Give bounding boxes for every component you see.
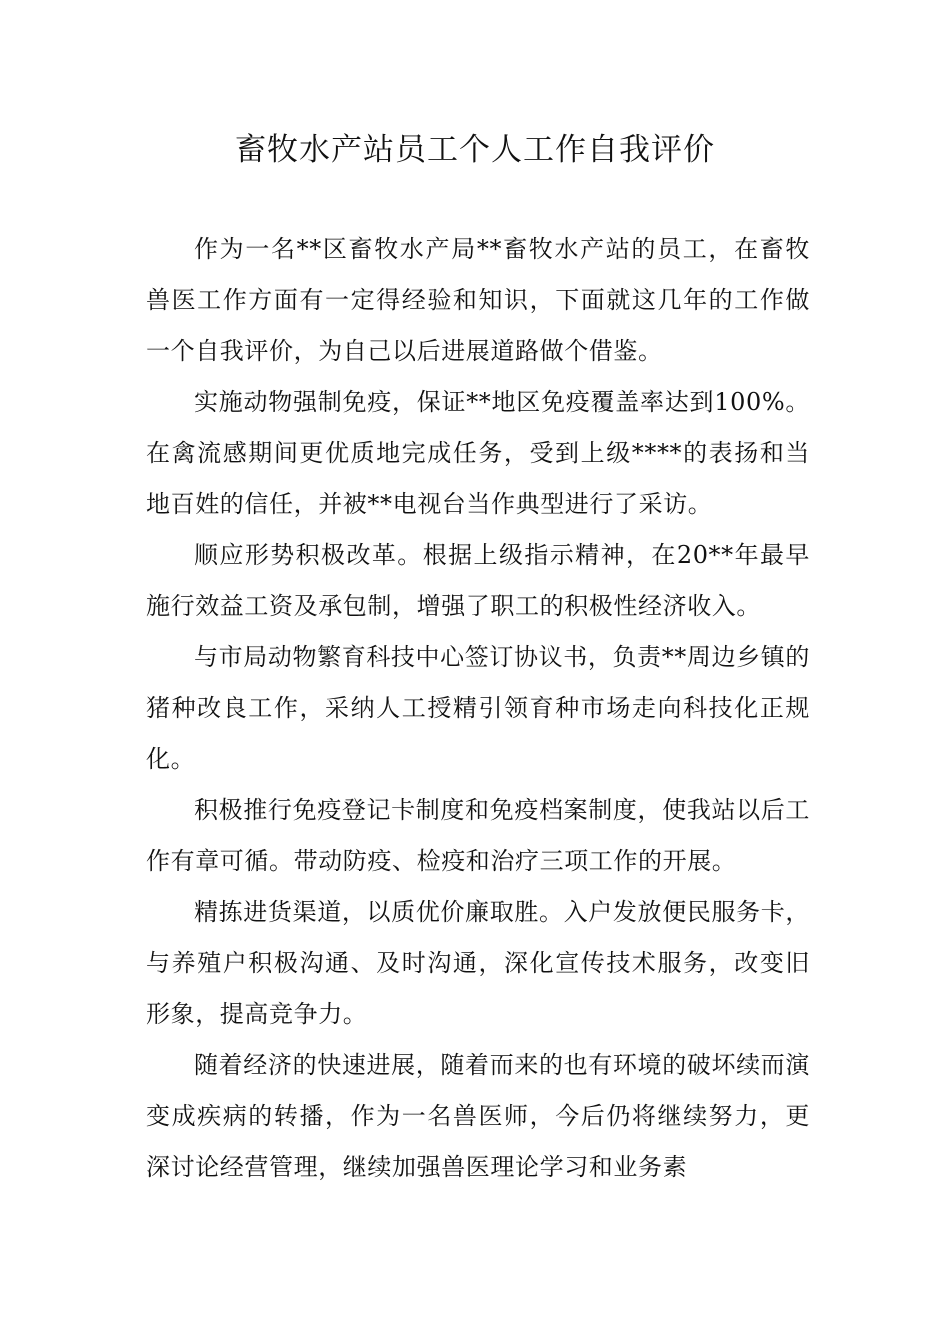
paragraph-service: 精拣进货渠道，以质优价廉取胜。入户发放便民服务卡，与养殖户积极沟通、及时沟通，深化宣传技术服务，改变旧形象，提高竞争力。 [146, 898, 810, 1028]
paragraph-intro: 作为一名**区畜牧水产局**畜牧水产站的员工，在畜牧兽医工作方面有一定得经验和知识，下面就这几年的工作做一个自我评价，为自己以后进展道路做个借鉴。 [146, 235, 810, 365]
paragraph-breeding: 与市局动物繁育科技中心签订协议书，负责**周边乡镇的猪种改良工作，采纳人工授精引领育种市场走向科技化正规化。 [146, 643, 810, 773]
paragraph-reform: 顺应形势积极改革。根据上级指示精神，在20**年最早施行效益工资及承包制，增强了职工的积极性经济收入。 [146, 541, 810, 620]
document-body [146, 224, 810, 1193]
paragraph-immunization: 实施动物强制免疫，保证**地区免疫覆盖率达到100%。在禽流感期间更优质地完成任务，受到上级****的表扬和当地百姓的信任，并被**电视台当作典型进行了采访。 [146, 388, 810, 518]
paragraph-records: 积极推行免疫登记卡制度和免疫档案制度，使我站以后工作有章可循。带动防疫、检疫和治疗三项工作的开展。 [146, 796, 810, 875]
document-title: 畜牧水产站员工个人工作自我评价 [235, 132, 715, 168]
paragraph-outlook: 随着经济的快速进展，随着而来的也有环境的破坏续而演变成疾病的转播，作为一名兽医师，今后仍将继续努力，更深讨论经营管理，继续加强兽医理论学习和业务素 [146, 1051, 810, 1181]
